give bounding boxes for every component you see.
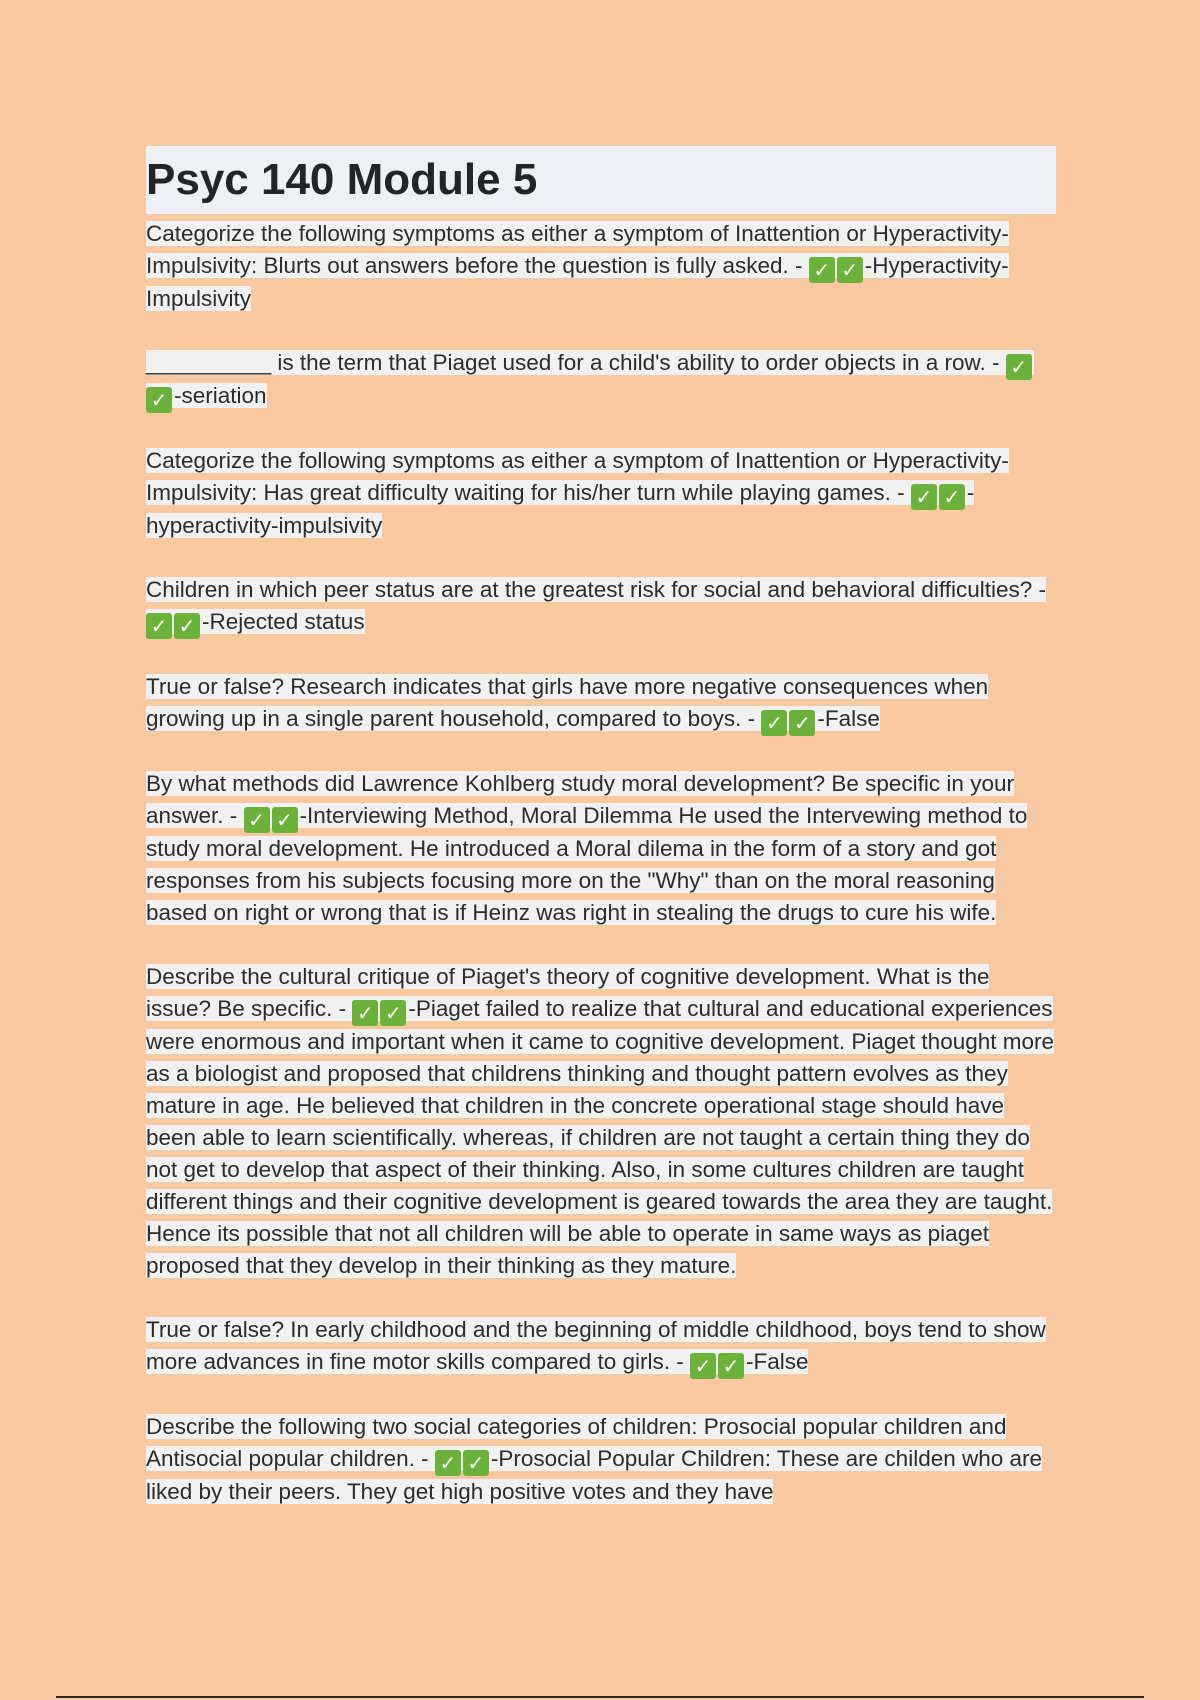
qa-item (146, 445, 1056, 542)
question-text: True or false? In early childhood and the beginning of middle childhood, boys tend to show more advances in fine motor skills compared to girls. - (146, 1317, 1046, 1374)
check-icon: ✓ (939, 484, 965, 510)
qa-item (146, 347, 1056, 413)
page-title: Psyc 140 Module 5 (146, 155, 538, 204)
qa-item (146, 961, 1056, 1282)
answer-text: -False (817, 706, 880, 731)
qa-item (146, 218, 1056, 315)
question-text: Categorize the following symptoms as either a symptom of Inattention or Hyperactivity-Impulsivity: Has great difficulty waiting for his/her turn while playing games. - (146, 448, 1009, 505)
question-text: Describe the following two social categories of children: Prosocial popular children and Antisocial popular children. - (146, 1414, 1007, 1471)
answer-text: -False (745, 1349, 809, 1374)
question-text: Categorize the following symptoms as either a symptom of Inattention or Hyperactivity-Impulsivity: Blurts out answers before the question is fully asked. - (146, 221, 1009, 278)
answer-text: -hyperactivity-impulsivity (146, 480, 975, 538)
check-icon: ✓ (463, 1450, 489, 1476)
check-icon: ✓ (380, 1000, 406, 1026)
question-text: True or false? Research indicates that girls have more negative consequences when growing up in a single parent household, compared to boys. - (146, 674, 989, 731)
check-icon: ✓ (911, 484, 937, 510)
question-text: __________ is the term that Piaget used for a child's ability to order objects in a row. - (146, 350, 1006, 375)
check-icon: ✓ (718, 1353, 744, 1379)
question-text: Children in which peer status are at the greatest risk for social and behavioral difficulties? - (146, 577, 1047, 602)
check-icon: ✓ (1006, 354, 1032, 380)
answer-text: -Prosocial Popular Children: These are childen who are liked by their peers. They get high positive votes and they have (146, 1446, 1043, 1504)
title-bar (146, 146, 1056, 214)
check-icon: ✓ (837, 257, 863, 283)
answer-text: -seriation (174, 383, 267, 408)
qa-item (146, 768, 1056, 929)
check-icon: ✓ (352, 1000, 378, 1026)
check-icon: ✓ (146, 387, 172, 413)
footer-divider (56, 1696, 1144, 1698)
check-icon: ✓ (761, 710, 787, 736)
answer-text: -Rejected status (202, 609, 365, 634)
check-icon: ✓ (690, 1353, 716, 1379)
check-icon: ✓ (146, 613, 172, 639)
qa-item (146, 671, 1056, 736)
check-icon: ✓ (272, 807, 298, 833)
check-icon: ✓ (809, 257, 835, 283)
check-icon: ✓ (244, 807, 270, 833)
check-icon: ✓ (174, 613, 200, 639)
qa-item (146, 574, 1056, 639)
check-icon: ✓ (789, 710, 815, 736)
check-icon: ✓ (435, 1450, 461, 1476)
answer-text: -Hyperactivity-Impulsivity (146, 253, 1009, 311)
question-text: By what methods did Lawrence Kohlberg study moral development? Be specific in your answer. - (146, 771, 1014, 828)
qa-item (146, 1411, 1056, 1508)
document-page (146, 146, 1056, 1540)
answer-text: -Interviewing Method, Moral Dilemma He used the Intervewing method to study moral development. He introduced a Moral dilema in the form of a story and got responses from his subjects focusing more on the "Why" than on the moral reasoning based on right or wrong that is if Heinz was right in stealing the drugs to cure his wife. (146, 803, 1028, 925)
qa-item (146, 1314, 1056, 1379)
question-text: Describe the cultural critique of Piaget's theory of cognitive development. What is the issue? Be specific. - (146, 964, 990, 1021)
answer-text: -Piaget failed to realize that cultural and educational experiences were enormous and important when it came to cognitive development. Piaget thought more as a biologist and proposed that childrens thinking and thought pattern evolves as they mature in age. He believed that children in the concrete operational stage should have been able to learn scientifically. whereas, if children are not taught a certain thing they do not get to develop that aspect of their thinking. Also, in some cultures children are taught different things and their cognitive development is geared towards the area they are taught. Hence its possible that not all children will be able to operate in same ways as piaget proposed that they develop in their thinking as they mature. (146, 996, 1055, 1278)
